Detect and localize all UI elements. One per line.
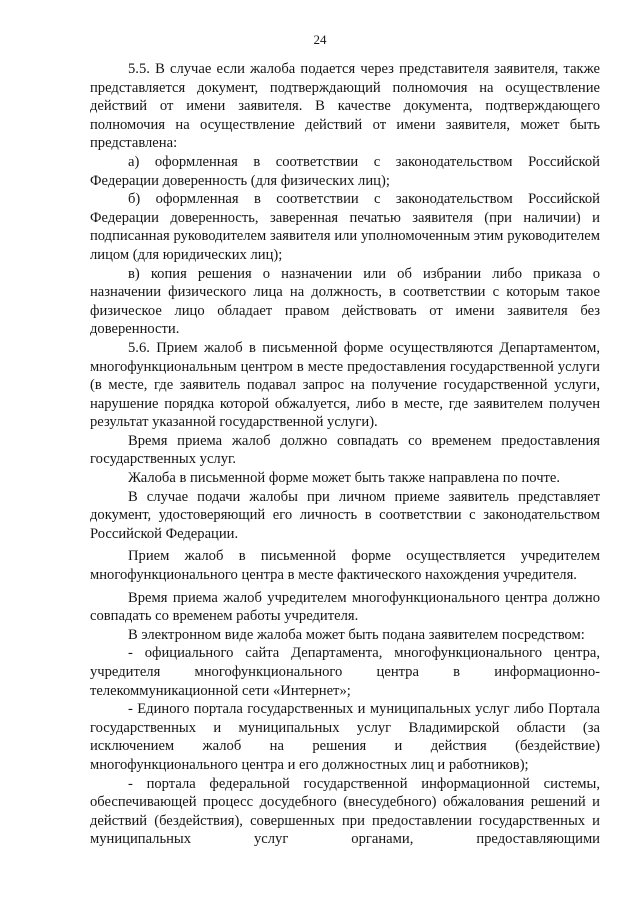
list-item-c: в) копия решения о назначении или об избрании либо приказа о назначении физического лица на должность, в соответствии с которым такое физическое лицо обладает правом действовать от имени заявителя без доверенности.	[90, 265, 600, 338]
page-number: 24	[313, 32, 327, 47]
paragraph-personal-reception: В случае подачи жалобы при личном приеме заявитель представляет документ, удостоверяющий его личность в соответствии с законодательством Российской Федерации.	[90, 488, 600, 542]
paragraph-electronic: В электронном виде жалоба может быть подана заявителем посредством:	[128, 626, 585, 643]
paragraph-by-mail: Жалоба в письменной форме может быть также направлена по почте.	[128, 470, 561, 487]
bullet-unified-portal: - Единого портала государственных и муниципальных услуг либо Портала государственных и муниципальных услуг Владимирской области (за исключением жалоб на решения и действия (бездействие) многофункционального центра и его должностных лиц и работников);	[90, 701, 600, 773]
paragraph-founder-time: Время приема жалоб учредителем многофункционального центра должно совпадать со временем работы учредителя.	[90, 589, 600, 625]
paragraph-founder-reception: Прием жалоб в письменной форме осуществляется учредителем многофункционального центра в месте фактического нахождения учредителя.	[90, 548, 600, 584]
paragraph-reception-time: Время приема жалоб должно совпадать со временем предоставления государственных услуг.	[90, 432, 600, 468]
paragraph-5-5: 5.5. В случае если жалоба подается через представителя заявителя, также представляется документ, подтверждающий полномочия на осуществление действий от имени заявителя. В качестве документа, подтверждающего полномочия на осуществление действий от имени заявителя, может быть представлена:	[90, 61, 600, 152]
document-body	[90, 60, 600, 849]
paragraph-5-6: 5.6. Прием жалоб в письменной форме осуществляются Департаментом, многофункциональным центром в месте предоставления государственной услуги (в месте, где заявитель подавал запрос на получение государственной услуги, нарушение порядка которой обжалуется, либо в месте, где заявителем получен результат указанной государственной услуги).	[90, 339, 600, 431]
list-item-a: а) оформленная в соответствии с законодательством Российской Федерации доверенность (для физических лиц);	[90, 153, 600, 189]
bullet-official-site: - официального сайта Департамента, многофункционального центра, учредителя многофункционального центра в информационно-телекоммуникационной сети «Интернет»;	[90, 645, 600, 699]
list-item-b: б) оформленная в соответствии с законодательством Российской Федерации доверенность, заверенная печатью заявителя (при наличии) и подписанная руководителем заявителя или уполномоченным этим руководителем лицом (для юридических лиц);	[90, 191, 600, 263]
bullet-federal-portal: - портала федеральной государственной информационной системы, обеспечивающей процесс досудебного (внесудебного) обжалования решений и действий (бездействия), совершенных при предоставлении государственных и муниципальных услуг органами, предоставляющими	[90, 775, 600, 848]
